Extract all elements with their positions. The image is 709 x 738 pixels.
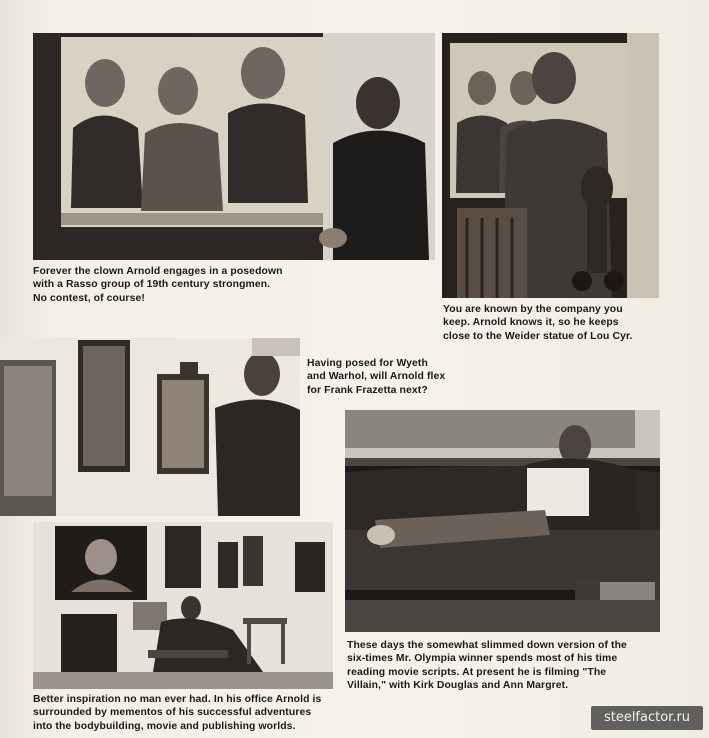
photo-reading-scripts — [345, 410, 660, 632]
caption-office: Better inspiration no man ever had. In his office Arnold is surrounded by mementos of his successful adventures into the bodybuilding, movie and publishing worlds. — [33, 694, 322, 732]
photo-frazetta-painting — [0, 338, 300, 516]
photo-office-mementos — [33, 522, 333, 689]
caption-scripts: These days the somewhat slimmed down version of the six-times Mr. Olympia winner spends most of his time reading movie scripts. At present he is filming "The Villain," with Kirk Douglas and Ann Margret. — [347, 640, 627, 692]
watermark: steelfactor.ru — [591, 706, 703, 730]
caption-strongmen: Forever the clown Arnold engages in a posedown with a Rasso group of 19th century strongmen. No contest, of course! — [33, 266, 283, 304]
caption-company: You are known by the company you keep. Arnold knows it, so he keeps close to the Weider statue of Lou Cyr. — [443, 304, 633, 342]
photo-strongmen-posedown — [33, 33, 435, 260]
caption-frazetta: Having posed for Wyeth and Warhol, will Arnold flex for Frank Frazetta next? — [307, 358, 446, 396]
photo-lou-cyr-statue — [442, 33, 659, 298]
